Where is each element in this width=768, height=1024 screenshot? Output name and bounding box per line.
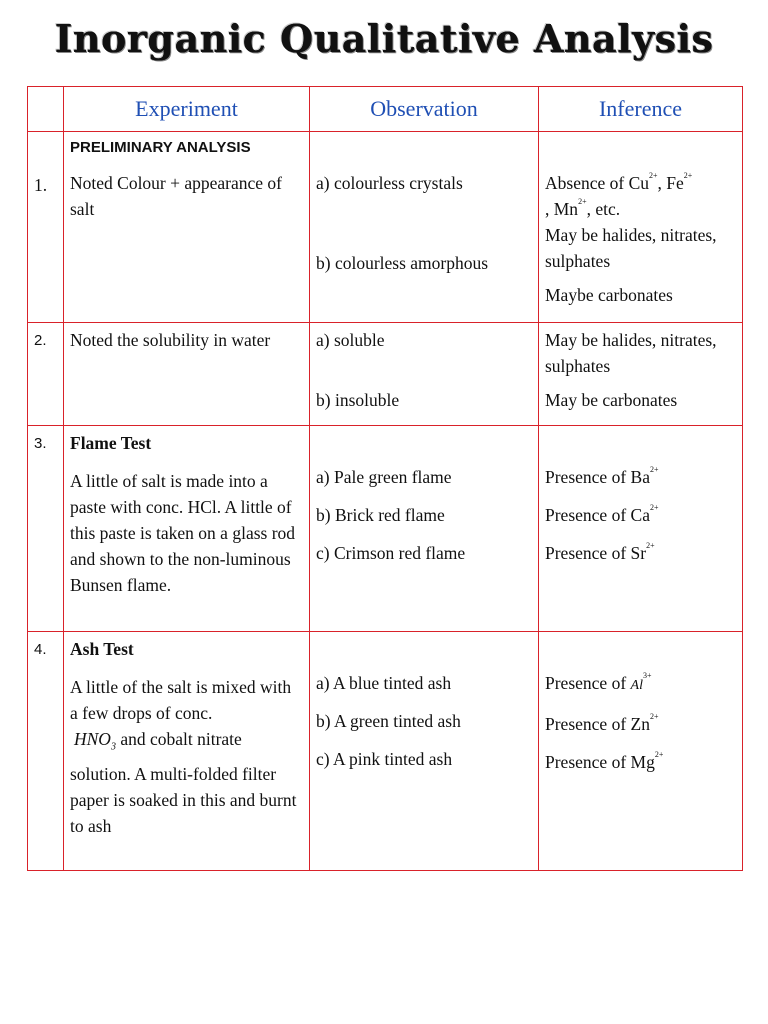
observation-cell [310,426,539,632]
charge-superscript: 2+ [683,171,693,180]
formula-subscript: 3 [110,741,116,753]
observation-cell [310,323,539,426]
analysis-table [27,86,743,871]
inference-text: May be halides, nitrates, sulphates [545,225,717,271]
charge-superscript: 2+ [646,541,655,550]
inference-cell [539,323,743,426]
charge-superscript: 2+ [578,197,587,206]
observation-b: b) colourless amorphous [316,253,489,273]
inference-text: Presence of Zn [545,714,650,734]
inference-b [539,494,742,532]
charge-superscript: 2+ [649,465,659,474]
observation-a: a) colourless crystals [316,173,463,193]
observation-a: a) A blue tinted ash [316,673,452,693]
charge-superscript: 2+ [649,712,659,721]
header-row [28,87,743,132]
inference-c [539,741,742,779]
inference-a [539,632,742,703]
inference-b: Maybe carbonates [545,285,673,305]
section-heading: PRELIMINARY ANALYSIS [70,139,251,156]
inference-b [539,703,742,741]
charge-superscript: 3+ [642,671,652,680]
page-title: Inorganic Qualitative Analysis [54,16,714,61]
observation-a: a) soluble [316,330,385,350]
section-heading: Ash Test [70,639,134,659]
observation-a: a) Pale green flame [316,467,452,487]
experiment-cell [64,323,310,426]
inference-cell [539,426,743,632]
row-number: 1. [28,132,64,323]
inference-c [539,532,742,570]
table-row [28,323,743,426]
inference-a [539,426,742,494]
charge-superscript: 2+ [654,750,664,759]
experiment-cell [64,426,310,632]
inference-text: , etc. [586,199,621,219]
row-number: 3. [28,426,64,632]
experiment-text: A little of salt is made into a paste with conc. HCl. A little of this paste is taken on a glass rod and shown to the non-luminous Bunsen flame. [70,471,296,595]
table-row [28,632,743,871]
charge-superscript: 2+ [649,171,658,180]
inference-text: , Fe [657,173,684,193]
charge-superscript: 2+ [649,503,659,512]
experiment-text: Noted the solubility in water [70,330,271,350]
inference-text: Presence of Ca [545,505,650,525]
inference-text: Presence of Sr [545,543,647,563]
observation-c: c) A pink tinted ash [316,749,453,769]
header-inference: Inference [539,87,743,132]
section-heading: Flame Test [70,433,152,453]
experiment-text [64,666,309,843]
experiment-text-part: and cobalt nitrate solution. A multi-folded filter paper is soaked in this and burnt to ash [70,729,297,836]
inference-a: May be halides, nitrates, sulphates [545,330,717,376]
table-row [28,132,743,323]
header-observation: Observation [310,87,539,132]
formula-hno3 [74,729,116,753]
inference-text: Presence of Ba [545,467,650,487]
formula-text: HNO [74,729,111,749]
inference-b: May be carbonates [545,390,678,410]
experiment-cell [64,632,310,871]
inference-text: Presence of Mg [545,752,655,772]
experiment-cell [64,132,310,323]
ion-aluminium: Al [630,678,643,693]
row-number: 2. [28,323,64,426]
inference-cell [539,632,743,871]
observation-b: b) Brick red flame [316,505,445,525]
table-row [28,426,743,632]
observation-b: b) A green tinted ash [316,711,461,731]
observation-b: b) insoluble [316,390,400,410]
header-number-cell [28,87,64,132]
inference-text: , Mn [545,199,579,219]
observation-cell [310,632,539,871]
experiment-text-part: A little of the salt is mixed with a few drops of conc. [70,677,292,723]
experiment-text: Noted Colour + appearance of salt [70,173,283,219]
observation-c: c) Crimson red flame [316,543,466,563]
row-number: 4. [28,632,64,871]
header-experiment: Experiment [64,87,310,132]
inference-text: Absence of Cu [545,173,650,193]
inference-text: Presence of [545,673,631,693]
